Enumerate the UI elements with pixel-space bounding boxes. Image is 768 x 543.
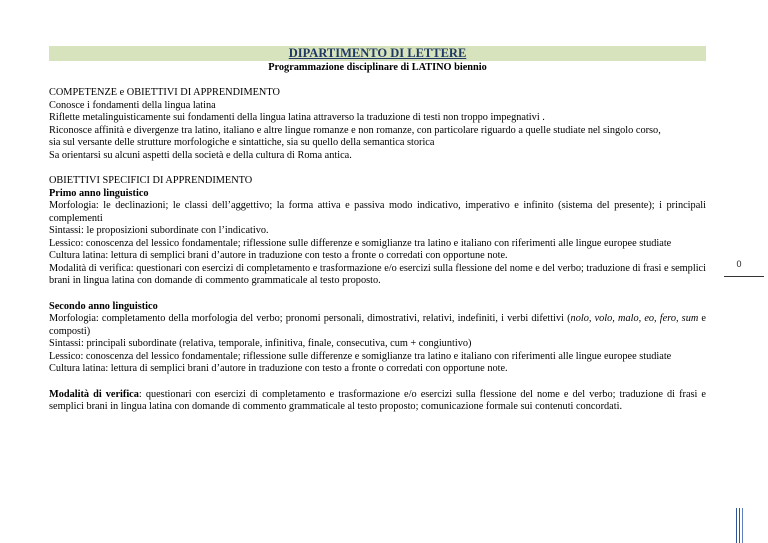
verifica-text: : questionari con esercizi di completamento e trasformazione e/o esercizi sulla flessione del nome e del verbo; traduzione di frasi e semplici brani in lingua latina con domande di commento grammaticale al testo proposto; comunicazione formale sui contenuti concordati. (49, 388, 706, 412)
secondo-anno-verifica (49, 389, 706, 414)
obiettivi-section (49, 175, 706, 288)
morfologia-text-end: e composti) (49, 313, 706, 337)
primo-anno-sintassi: Sintassi: le proposizioni subordinate con l’indicativo. (49, 225, 269, 236)
secondo-anno-cultura: Cultura latina: lettura di semplici brani d’autore in traduzione con testo a fronte o corredati con opportune note. (49, 363, 508, 374)
competenze-line: Sa orientarsi su alcuni aspetti della società e della cultura di Roma antica. (49, 149, 352, 161)
primo-anno-cultura: Cultura latina: lettura di semplici brani d’autore in traduzione con testo a fronte o corredati con opportune note. (49, 250, 508, 261)
secondo-anno-title: Secondo anno linguistico (49, 300, 158, 312)
margin-bar (742, 508, 743, 543)
secondo-anno-sintassi: Sintassi: principali subordinate (relativa, temporale, infinitiva, finale, consecutiva, cum + congiuntivo) (49, 338, 472, 349)
competenze-line: sia sul versante delle strutture morfologiche e sintattiche, sia su quello della semantica storica (49, 137, 435, 148)
primo-anno-lessico: Lessico: conoscenza del lessico fondamentale; riflessione sulle differenze e somiglianze tra latino e italiano con riferimenti alle lingue europee studiate (49, 237, 672, 249)
obiettivi-heading: OBIETTIVI SPECIFICI DI APPRENDIMENTO (49, 175, 253, 186)
primo-anno-morfologia: Morfologia: le declinazioni; le classi dell’aggettivo; la forma attiva e passiva modo indicativo, imperativo e infinito (sistema del presente); i principali complementi (49, 200, 706, 224)
margin-bar (736, 508, 737, 543)
competenze-section (49, 87, 706, 162)
margin-bar (739, 508, 740, 543)
secondo-anno-lessico: Lessico: conoscenza del lessico fondamentale; riflessione sulle differenze e somiglianze tra latino e italiano con riferimenti alle lingue europee studiate (49, 350, 672, 362)
page-number: 0 (736, 259, 742, 269)
secondo-anno-section (49, 301, 706, 376)
secondo-anno-morfologia (49, 313, 706, 338)
competenze-line: Conosce i fondamenti della lingua latina (49, 99, 216, 111)
document-page (49, 46, 706, 414)
competenze-line: Riconosce affinità e divergenze tra latino, italiano e altre lingue romanze e non romanze, con particolare riguardo a quelle studiate nel singolo corso, (49, 124, 661, 136)
page-number-rule (724, 276, 764, 277)
primo-anno-verifica: Modalità di verifica: questionari con esercizi di completamento e trasformazione e/o esercizi sulla flessione del nome e del verbo; traduzione di frasi e semplici brani in lingua latina con domande di commento grammaticale al testo proposto. (49, 262, 706, 286)
competenze-heading: COMPETENZE e OBIETTIVI DI APPRENDIMENTO (49, 87, 280, 98)
document-subtitle: Programmazione disciplinare di LATINO biennio (268, 62, 487, 73)
morfologia-text: Morfologia: completamento della morfologia del verbo; pronomi personali, dimostrativi, relativi, indefiniti, i verbi difettivi ( (49, 313, 571, 324)
margin-bars-decoration (736, 508, 746, 543)
department-banner: DIPARTIMENTO DI LETTERE (49, 46, 706, 61)
primo-anno-title: Primo anno linguistico (49, 187, 149, 199)
verbi-difettivi-list: nolo, volo, malo, eo, fero, sum (570, 313, 699, 324)
competenze-line: Riflette metalinguisticamente sui fondamenti della lingua latina attraverso la traduzione di testi non troppo impegnativi . (49, 112, 545, 123)
verifica-label: Modalità di verifica (49, 388, 139, 400)
